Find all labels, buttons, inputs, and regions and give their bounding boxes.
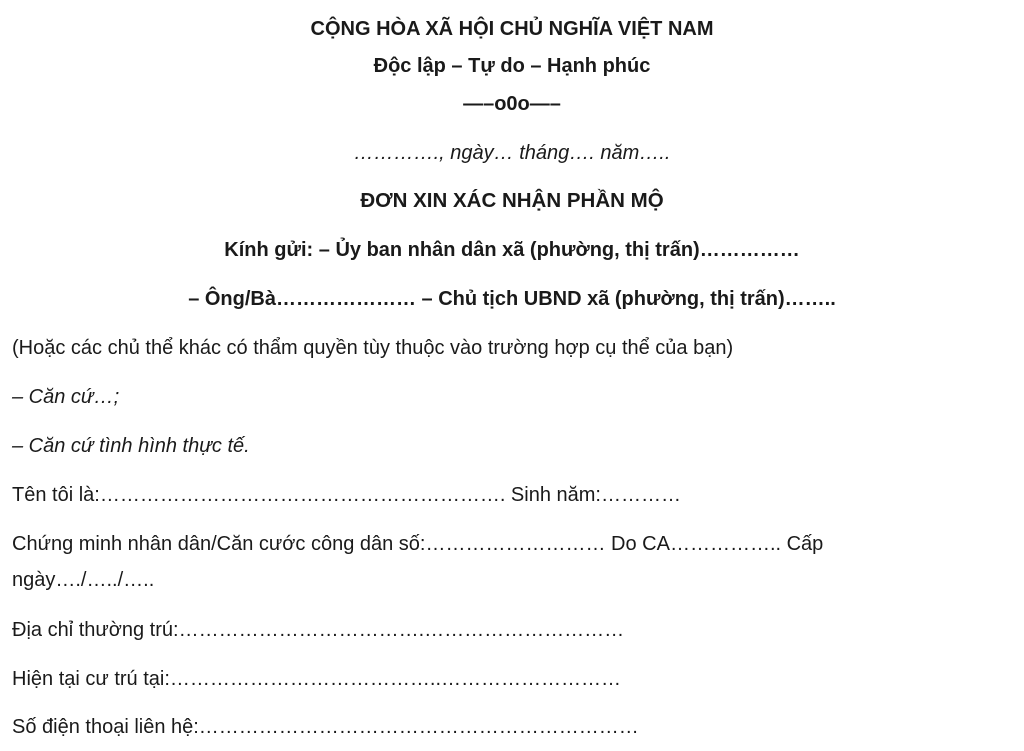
name-and-birth-year-line: Tên tôi là:……………………………………………………. Sinh năm:………… bbox=[12, 484, 681, 506]
ornament-divider: —–o0o—– bbox=[463, 93, 561, 115]
id-number-line: Chứng minh nhân dân/Căn cước công dân số:……………………… Do CA…………….. Cấp bbox=[12, 533, 824, 555]
country-heading: CỘNG HÒA XÃ HỘI CHỦ NGHĨA VIỆT NAM bbox=[310, 18, 714, 40]
motto: Độc lập – Tự do – Hạnh phúc bbox=[373, 55, 651, 77]
recipient-line-2: – Ông/Bà………………… – Chủ tịch UBND xã (phường, thị trấn)…….. bbox=[188, 288, 836, 310]
legal-basis-1: – Căn cứ…; bbox=[12, 386, 120, 408]
recipient-line-1: Kính gửi: – Ủy ban nhân dân xã (phường, thị trấn)…………… bbox=[224, 239, 800, 261]
id-issue-date-line: ngày…./…../….. bbox=[12, 569, 155, 591]
authority-note: (Hoặc các chủ thể khác có thẩm quyền tùy thuộc vào trường hợp cụ thể của bạn) bbox=[12, 337, 734, 359]
legal-basis-2: – Căn cứ tình hình thực tế. bbox=[12, 435, 250, 457]
phone-number-line: Số điện thoại liên hệ:………………………………………………………… bbox=[12, 716, 639, 738]
document-title: ĐƠN XIN XÁC NHẬN PHẦN MỘ bbox=[360, 189, 664, 212]
current-residence-line: Hiện tại cư trú tại:…………………………………..……………………… bbox=[12, 668, 622, 690]
place-date: …………., ngày… tháng…. năm….. bbox=[353, 142, 671, 164]
permanent-address-line: Địa chỉ thường trú:……………………………….………………………… bbox=[12, 619, 625, 641]
